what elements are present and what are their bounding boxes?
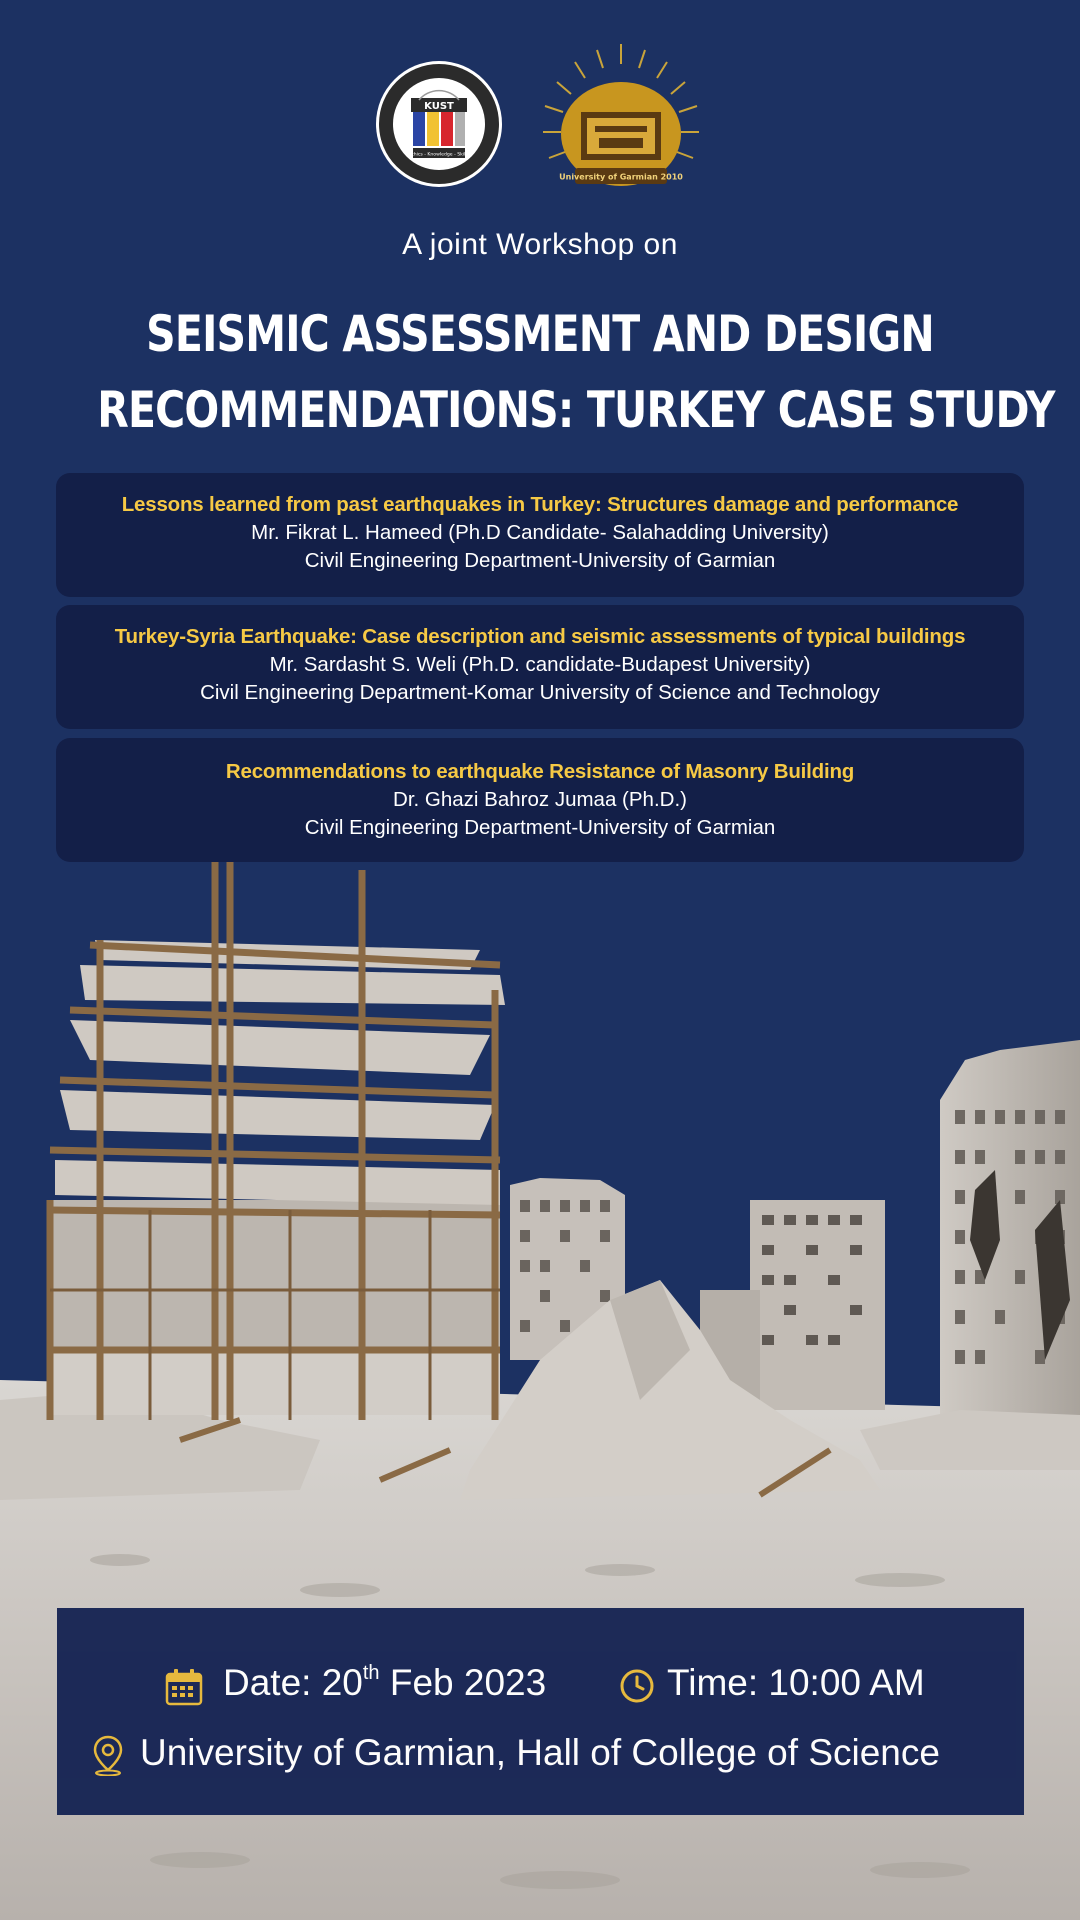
garmian-logo-name: University of Garmian 2010 <box>559 172 683 182</box>
talk-speaker: Mr. Sardasht S. Weli (Ph.D. candidate-Budapest University) <box>269 653 811 676</box>
talk-card <box>56 605 1024 729</box>
talk-speaker: Dr. Ghazi Bahroz Jumaa (Ph.D.) <box>393 788 687 811</box>
talk-department: Civil Engineering Department-Komar University of Science and Technology <box>200 681 880 704</box>
event-venue: University of Garmian, Hall of College of Science <box>140 1732 940 1773</box>
calendar-icon <box>165 1668 203 1706</box>
talk-speaker: Mr. Fikrat L. Hameed (Ph.D Candidate- Salahadding University) <box>251 521 829 544</box>
clock-icon <box>619 1668 655 1704</box>
intro-text: A joint Workshop on <box>402 228 678 261</box>
talk-card <box>56 738 1024 862</box>
location-pin-icon <box>91 1734 125 1776</box>
title-line-2: RECOMMENDATIONS: TURKEY CASE STUDY <box>97 381 1055 439</box>
workshop-title <box>97 296 1055 448</box>
talk-topic: Recommendations to earthquake Resistance of Masonry Building <box>225 760 855 783</box>
title-line-1: SEISMIC ASSESSMENT AND DESIGN <box>146 305 934 363</box>
kust-abbr: KUST <box>424 101 454 112</box>
talk-topic: Turkey-Syria Earthquake: Case description and seismic assessments of typical buildings <box>114 625 966 648</box>
event-time: Time: 10:00 AM <box>667 1662 925 1703</box>
venue-row <box>57 1730 1024 1790</box>
talk-topic: Lessons learned from past earthquakes in Turkey: Structures damage and performance <box>121 493 959 516</box>
event-date: Date: 20th Feb 2023 <box>223 1662 547 1703</box>
talk-department: Civil Engineering Department-University of Garmian <box>304 816 776 839</box>
logos-row <box>0 40 1080 190</box>
university-of-garmian-logo <box>537 40 705 208</box>
kust-logo <box>375 60 503 188</box>
kust-motto: Ethics - Knowledge - Skills <box>408 152 470 158</box>
talk-department: Civil Engineering Department-University of Garmian <box>304 549 776 572</box>
date-time-row <box>57 1660 1024 1720</box>
talk-card <box>56 473 1024 597</box>
event-info-panel <box>57 1608 1024 1815</box>
